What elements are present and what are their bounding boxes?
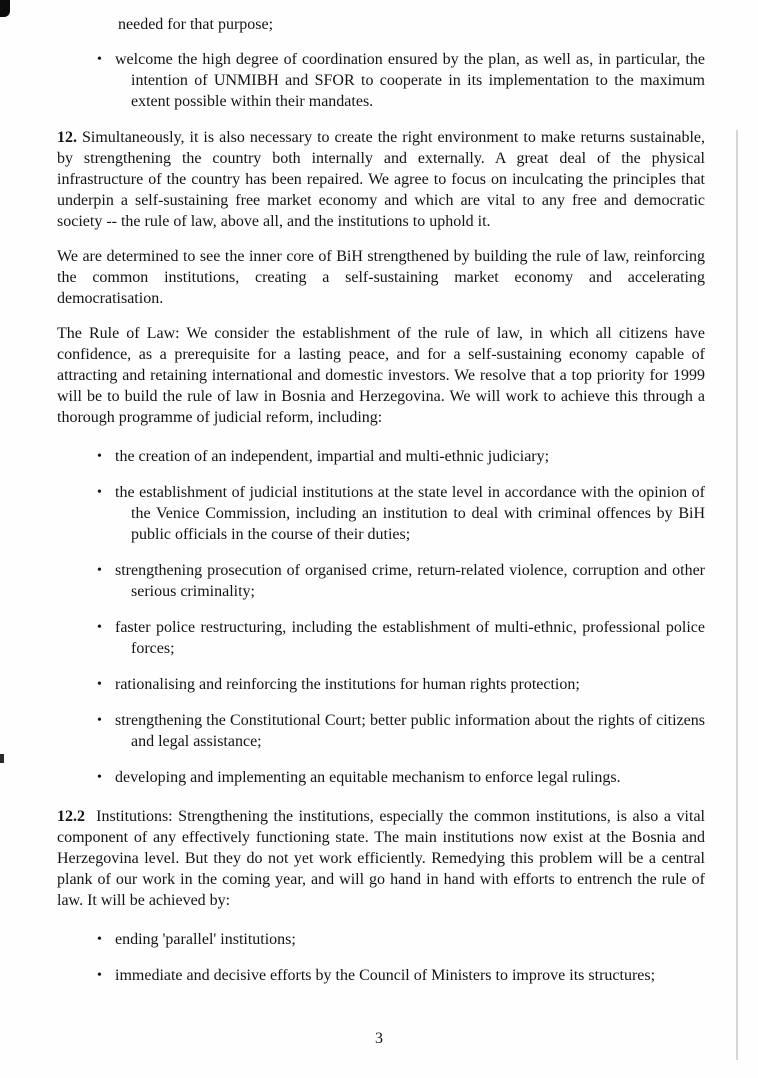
list-item bbox=[97, 710, 705, 752]
bullet-icon: • bbox=[97, 770, 102, 785]
list-item-text: rationalising and reinforcing the institutions for human rights protection; bbox=[115, 676, 580, 693]
paragraph-12 bbox=[57, 127, 705, 232]
list-item-text: ending 'parallel' institutions; bbox=[115, 931, 296, 948]
list-item bbox=[97, 929, 705, 950]
list-item-text: strengthening the Constitutional Court; better public information about the rights of citizens and legal assistance; bbox=[115, 712, 705, 750]
scan-artifact-speck bbox=[0, 754, 4, 763]
paragraph-inner-core: We are determined to see the inner core of BiH strengthened by building the rule of law, reinforcing the common institutions, creating a self-sustaining market economy and accelerating democratisation. bbox=[57, 248, 705, 307]
paragraph-12-2 bbox=[57, 806, 705, 911]
scan-artifact-corner bbox=[0, 0, 10, 17]
list-item-text: the establishment of judicial institutions at the state level in accordance with the opinion of the Venice Commission, including an institution to deal with criminal offences by BiH public officials in the course of their duties; bbox=[115, 484, 705, 543]
document-content bbox=[57, 14, 705, 986]
rule-of-law-list bbox=[57, 446, 705, 788]
list-item bbox=[97, 965, 705, 986]
bullet-icon: • bbox=[97, 932, 102, 947]
list-item bbox=[97, 482, 705, 545]
list-item-text: immediate and decisive efforts by the Council of Ministers to improve its structures; bbox=[115, 967, 656, 984]
bullet-icon: • bbox=[97, 713, 102, 728]
bullet-icon: • bbox=[97, 52, 102, 67]
list-item bbox=[97, 674, 705, 695]
list-item bbox=[97, 767, 705, 788]
paragraph-rule-of-law: The Rule of Law: We consider the establishment of the rule of law, in which all citizens have confidence, as a prerequisite for a lasting peace, and for a self-sustaining economy capable of attracting and retaining international and domestic investors. We resolve that a top priority for 1999 will be to build the rule of law in Bosnia and Herzegovina. We will work to achieve this through a thorough programme of judicial reform, including: bbox=[57, 325, 705, 426]
page-number: 3 bbox=[375, 1030, 383, 1047]
paragraph-12-2-text: Institutions: Strengthening the institutions, especially the common institutions, is also a vital component of any effectively functioning state. The main institutions now exist at the Bosnia and Herzegovina level. But they do not yet work efficiently. Remedying this problem will be a central plank of our work in the coming year, and will go hand in hand with efforts to entrench the rule of law. It will be achieved by: bbox=[57, 808, 705, 909]
list-item bbox=[97, 560, 705, 602]
bullet-icon: • bbox=[97, 677, 102, 692]
paragraph-12-2-number: 12.2 bbox=[57, 808, 85, 825]
paragraph-12-text: Simultaneously, it is also necessary to create the right environment to make returns sustainable, by strengthening the country both internally and externally. A great deal of the physical infrastructure of the country has been repaired. We agree to focus on inculcating the principles that underpin a self-sustaining free market economy and which are vital to any free and democratic society -- the rule of law, above all, and the institutions to uphold it. bbox=[57, 129, 706, 230]
bullet-icon: • bbox=[97, 620, 102, 635]
list-item-text: developing and implementing an equitable mechanism to enforce legal rulings. bbox=[115, 769, 621, 786]
list-item-text: the creation of an independent, impartial and multi-ethnic judiciary; bbox=[115, 448, 550, 465]
bullet-continuation-fragment: needed for that purpose; bbox=[118, 16, 274, 33]
list-item-text: strengthening prosecution of organised crime, return-related violence, corruption and other serious criminality; bbox=[115, 562, 705, 600]
paragraph-12-number: 12. bbox=[57, 129, 77, 146]
bullet-icon: • bbox=[97, 485, 102, 500]
list-item-text: faster police restructuring, including the establishment of multi-ethnic, professional police forces; bbox=[115, 619, 705, 657]
bullet-icon: • bbox=[97, 449, 102, 464]
institutions-list bbox=[57, 929, 705, 986]
list-item bbox=[97, 446, 705, 467]
list-item-text: welcome the high degree of coordination ensured by the plan, as well as, in particular, the intention of UNMIBH and SFOR to cooperate in its implementation to the maximum extent possible within their mandates. bbox=[115, 51, 705, 110]
list-item-welcome bbox=[97, 49, 705, 112]
scan-artifact-right-edge bbox=[736, 130, 738, 1060]
list-item bbox=[97, 617, 705, 659]
bullet-icon: • bbox=[97, 968, 102, 983]
bullet-icon: • bbox=[97, 563, 102, 578]
